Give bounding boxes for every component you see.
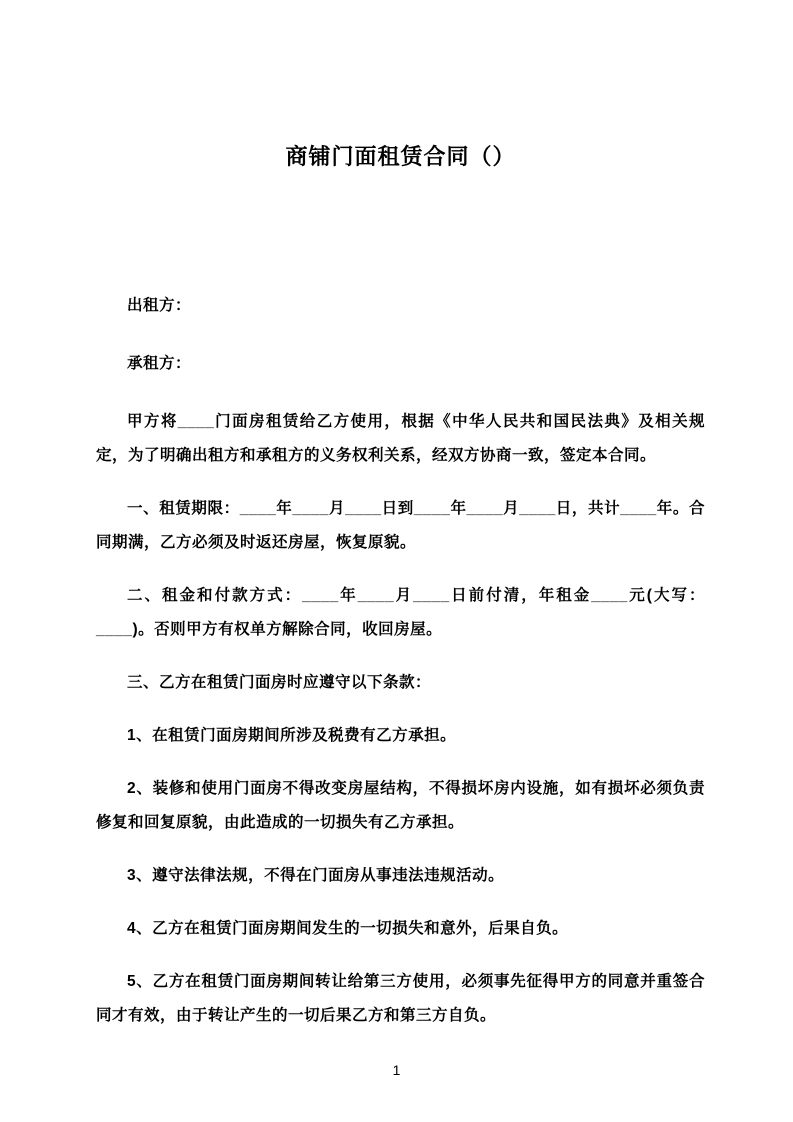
page-number: 1 — [392, 1062, 401, 1078]
paragraph-preamble: 甲方将____门面房租赁给乙方使用，根据《中华人民共和国民法典》及相关规定，为了明确出租方和承租方的义务权利关系，经双方协商一致，签定本合同。 — [96, 413, 705, 464]
paragraph-clause-3-item-3: 3、遵守法律法规，不得在门面房从事违法违规活动。 — [127, 867, 505, 884]
paragraph-clause-3-item-4: 4、乙方在租赁门面房期间发生的一切损失和意外，后果自负。 — [127, 920, 569, 937]
paragraph-clause-3-item-1: 1、在租赁门面房期间所涉及税费有乙方承担。 — [127, 727, 457, 744]
paragraph-clause-1-term: 一、租赁期限：____年____月____日到____年____月____日，共计____年。合同期满，乙方必须及时返还房屋，恢复原貌。 — [96, 500, 705, 551]
paragraph-clause-3-item-5: 5、乙方在租赁门面房期间转让给第三方使用，必须事先征得甲方的同意并重签合同才有效，由于转让产生的一切后果乙方和第三方自负。 — [96, 973, 705, 1024]
document-body — [96, 289, 705, 1033]
paragraph-clause-2-rent: 二、租金和付款方式：____年____月____日前付清，年租金____元(大写：____)。否则甲方有权单方解除合同，收回房屋。 — [96, 587, 705, 638]
paragraph-lessee: 承租方： — [127, 355, 192, 372]
paragraph-lessor: 出租方： — [127, 297, 192, 314]
paragraph-clause-3-item-2: 2、装修和使用门面房不得改变房屋结构，不得损坏房内设施，如有损坏必须负责修复和回复原貌，由此造成的一切损失有乙方承担。 — [96, 780, 705, 831]
document-title: 商铺门面租赁合同（） — [285, 144, 516, 169]
paragraph-clause-3-heading: 三、乙方在租赁门面房时应遵守以下条款： — [127, 674, 432, 691]
